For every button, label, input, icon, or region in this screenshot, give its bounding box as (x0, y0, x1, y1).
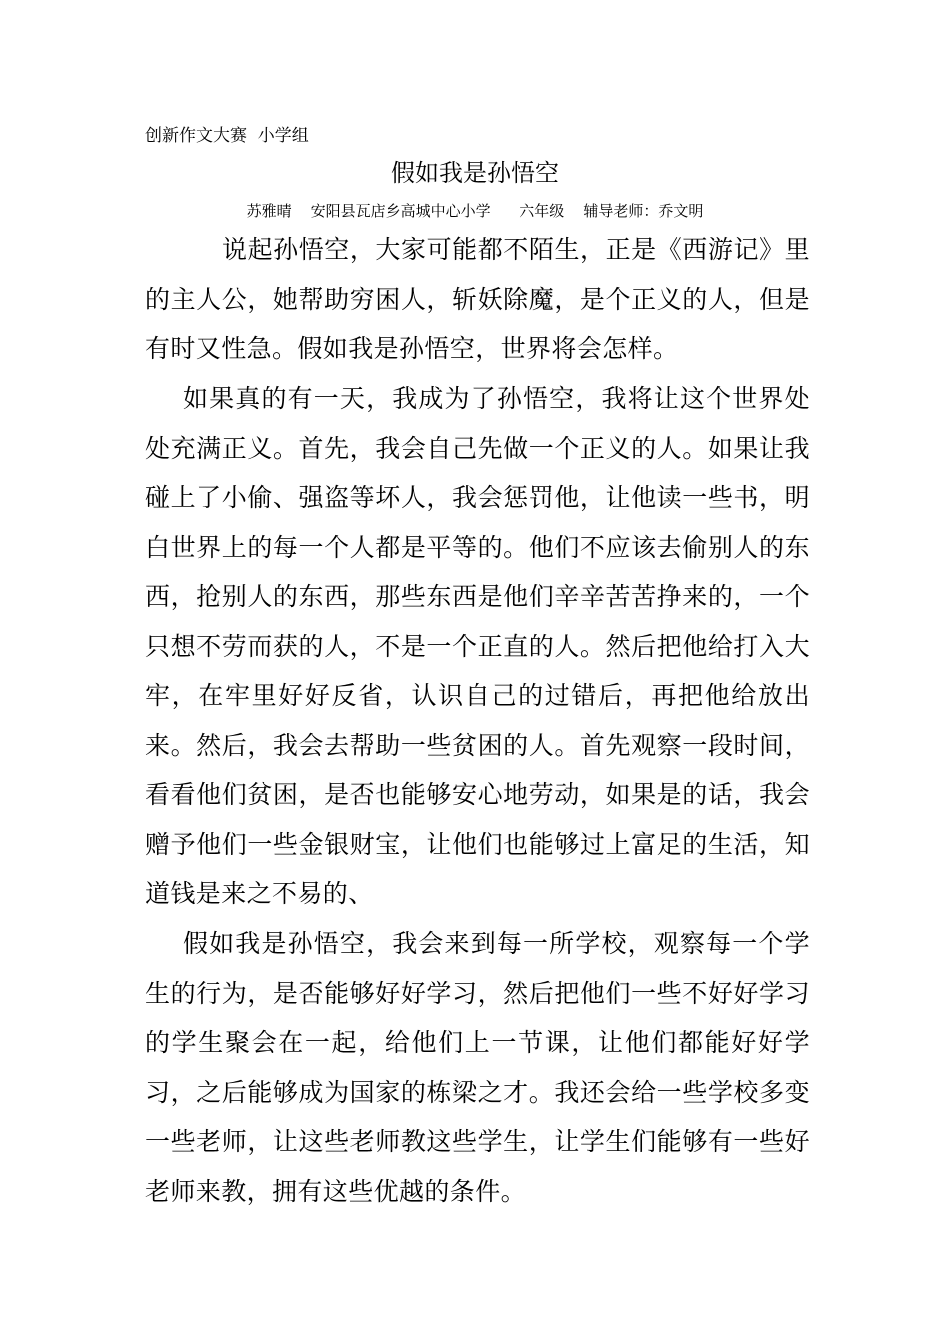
contest-header: 创新作文大赛 小学组 (145, 126, 309, 146)
paragraph-2: 如果真的有一天，我成为了孙悟空，我将让这个世界处处充满正义。首先，我会自己先做一个正义的人。如果让我碰上了小偷、强盗等坏人，我会惩罚他，让他读一些书，明白世界上的每一个人都是平等的。他们不应该去偷别人的东西，抢别人的东西，那些东西是他们辛辛苦苦挣来的，一个只想不劳而获的人，不是一个正直的人。然后把他给打入大牢，在牢里好好反省，认识自己的过错后，再把他给放出来。然后，我会去帮助一些贫困的人。首先观察一段时间，看看他们贫困，是否也能够安心地劳动，如果是的话，我会赠予他们一些金银财宝，让他们也能够过上富足的生活，知道钱是来之不易的、 (145, 384, 810, 908)
author-byline: 苏雅晴 安阳县瓦店乡高城中心小学 六年级 辅导老师：乔文明 (246, 202, 704, 220)
paragraph-1: 说起孙悟空，大家可能都不陌生，正是《西游记》里的主人公，她帮助穷困人，斩妖除魔，是个正义的人，但是有时又性急。假如我是孙悟空，世界将会怎样。 (145, 235, 810, 363)
paragraph-3: 假如我是孙悟空，我会来到每一所学校，观察每一个学生的行为，是否能够好好学习，然后把他们一些不好好学习的学生聚会在一起，给他们上一节课，让他们都能好好学习，之后能够成为国家的栋梁之才。我还会给一些学校多变一些老师，让这些老师教这些学生，让学生们能够有一些好老师来教，拥有这些优越的条件。 (145, 929, 810, 1206)
essay-title: 假如我是孙悟空 (391, 159, 559, 187)
